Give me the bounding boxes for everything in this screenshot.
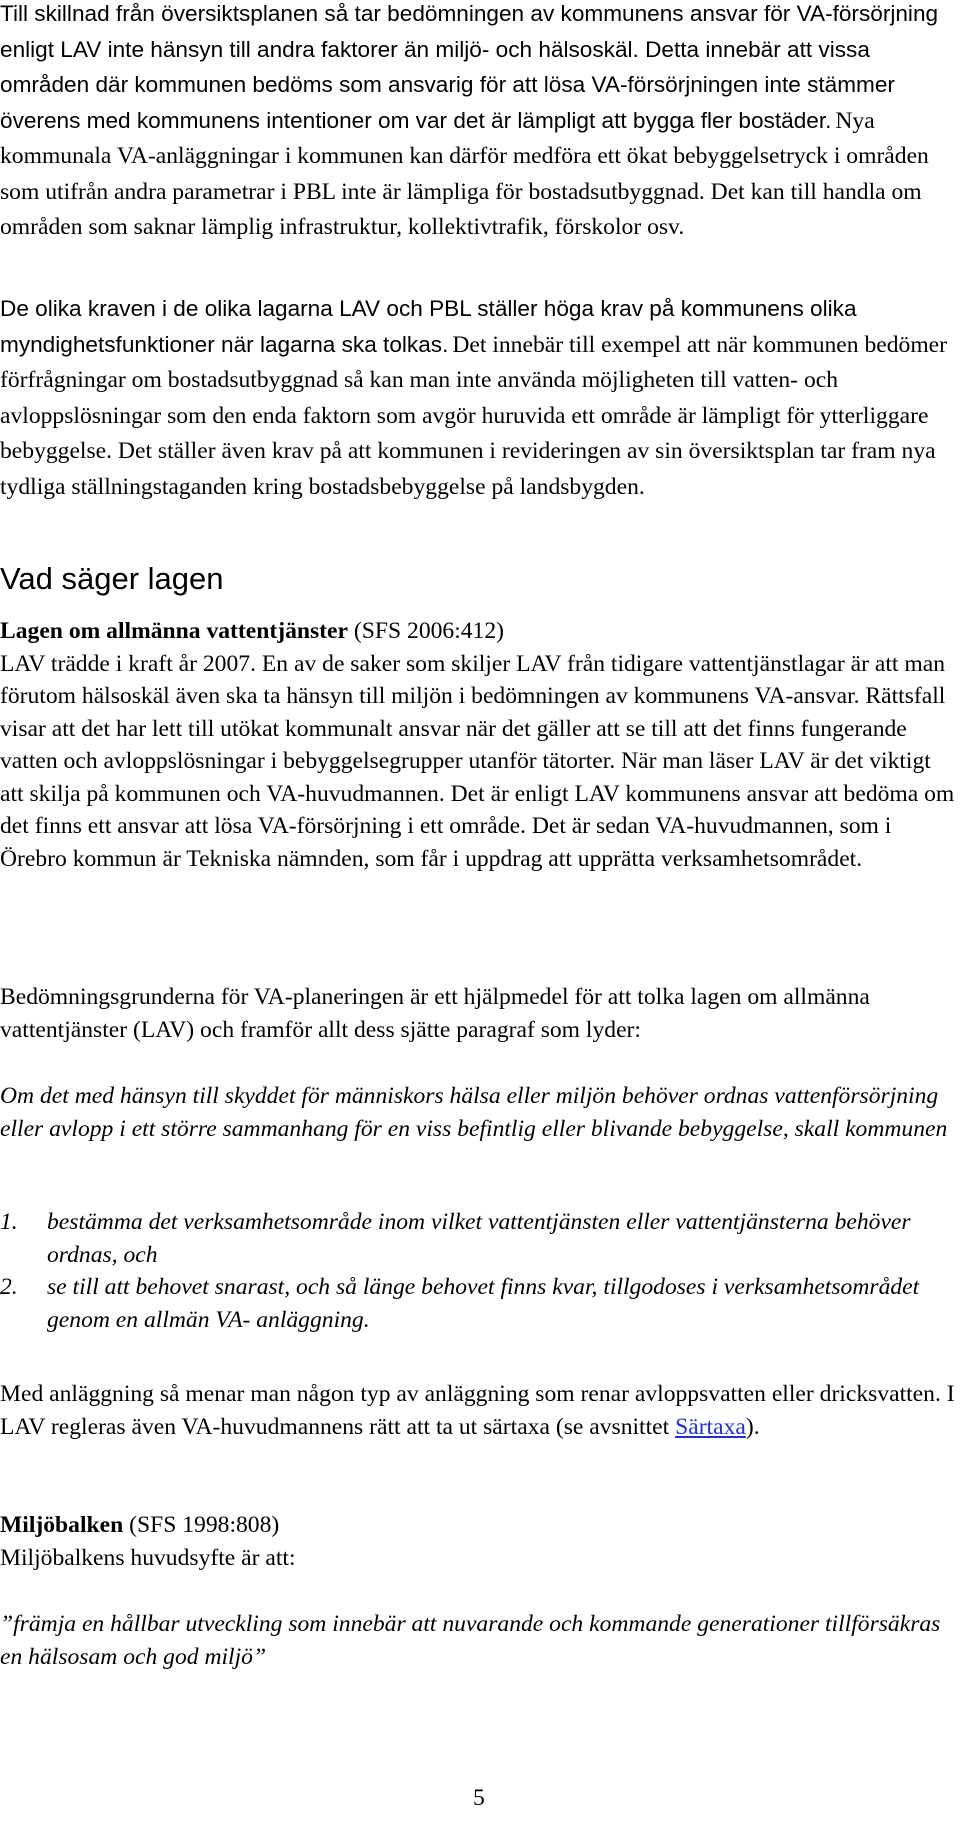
lav-body: LAV trädde i kraft år 2007. En av de saker som skiljer LAV från tidigare vattentjänstlagar är att man förutom hälsoskäl även ska ta hänsyn till miljön i bedömningen av kommunens VA-ansvar. Rättsfall visar att det har lett till utökat kommunalt ansvar när det gäller att se till att det finns fungerande vatten och avloppslösningar i bebyggelsegrupper utanför tätorter. När man läser LAV är det viktigt att skilja på kommunen och VA-huvudmannen. Det är enligt LAV kommunens ansvar att bedöma om det finns ett ansvar att lösa VA-försörjning i ett område. Det är sedan VA-huvudmannen, som i Örebro kommun är Tekniska nämnden, som får i uppdrag att upprätta verksamhetsområdet. xyxy=(0,650,955,872)
intro2-text-b: Det innebär till exempel att när kommunen bedömer förfrågningar om bostadsutbyggnad så kan man inte använda möjligheten till vatten- och avloppslösningar som den enda faktorn som avgör huruvida ett område är lämpligt för ytterliggare bebyggelse. Det ställer även krav på att kommunen i revideringen av sin översiktsplan tar fram nya tydliga ställningstaganden kring bostadsbebyggelse på landsbygden. xyxy=(0,331,948,500)
miljobalken-ref: (SFS 1998:808) xyxy=(123,1512,280,1538)
intro-paragraph-2 xyxy=(0,293,958,506)
lav-title: Lagen om allmänna vattentjänster xyxy=(0,618,348,644)
miljobalken-quote: ”främja en hållbar utveckling som innebär att nuvarande och kommande generationer tillförsäkras en hälsosam och god miljö” xyxy=(0,1611,941,1670)
list-item xyxy=(0,1271,958,1336)
intro-text-b: Nya kommunala VA-anläggningar i kommunen kan därför medföra ett ökat bebyggelsetryck i områden som utifrån andra parametrar i PBL inte är lämpliga för bostadsutbyggnad. Det kan till handla om områden som saknar lämplig infrastruktur, kollektivtrafik, förskolor osv. xyxy=(0,107,929,240)
lav-ref: (SFS 2006:412) xyxy=(348,618,505,644)
list-item xyxy=(0,1206,958,1271)
anlaggning-paragraph xyxy=(0,1378,958,1443)
page-number: 5 xyxy=(473,1785,485,1811)
bedomningsgrund-paragraph: Bedömningsgrunderna för VA-planeringen är ett hjälpmedel för att tolka lagen om allmänna vattentjänster (LAV) och framför allt dess sjätte paragraf som lyder: xyxy=(0,984,870,1043)
law-quote: Om det med hänsyn till skyddet för människors hälsa eller miljön behöver ordnas vattenförsörjning eller avlopp i ett större sammanhang för en viss befintlig eller blivande bebyggelse, skall kommunen xyxy=(0,1083,948,1142)
anlaggning-text: Med anläggning så menar man någon typ av anläggning som renar avloppsvatten eller dricksvatten. I LAV regleras även VA-huvudmannens rätt att ta ut särtaxa (se avsnittet xyxy=(0,1381,955,1440)
miljobalken-title: Miljöbalken xyxy=(0,1512,124,1538)
list-text: bestämma det verksamhetsområde inom vilket vattentjänsten eller vattentjänsterna behöver ordnas, och xyxy=(47,1209,911,1268)
intro-text-a: Till skillnad från översiktsplanen så tar bedömningen av kommunens ansvar för VA-försörjning enligt LAV inte hänsyn till andra faktorer än miljö- och hälsoskäl. Detta innebär att vissa områden där kommunen bedöms som ansvarig för att lösa VA-försörjningen inte stämmer överens med kommunens intentioner om var det är lämpligt att bygga fler bostäder. xyxy=(0,1,939,133)
list-text: se till att behovet snarast, och så länge behovet finns kvar, tillgodoses i verksamhetsområdet genom en allmän VA- anläggning. xyxy=(47,1274,920,1333)
intro2-text-a: De olika kraven i de olika lagarna LAV och PBL ställer höga krav på kommunens olika myndighetsfunktioner när lagarna ska tolkas. xyxy=(0,296,857,357)
anlaggning-end: ). xyxy=(745,1413,760,1440)
list-number: 2. xyxy=(0,1274,18,1300)
sartaxa-link[interactable]: Särtaxa xyxy=(675,1413,746,1440)
intro-paragraph-1 xyxy=(0,0,958,247)
list-number: 1. xyxy=(0,1209,18,1235)
miljobalken-paragraph xyxy=(0,1509,958,1574)
lav-paragraph xyxy=(0,615,958,875)
section-heading: Vad säger lagen xyxy=(0,561,224,596)
law-list xyxy=(0,1206,958,1336)
miljobalken-line: Miljöbalkens huvudsyfte är att: xyxy=(0,1544,296,1571)
